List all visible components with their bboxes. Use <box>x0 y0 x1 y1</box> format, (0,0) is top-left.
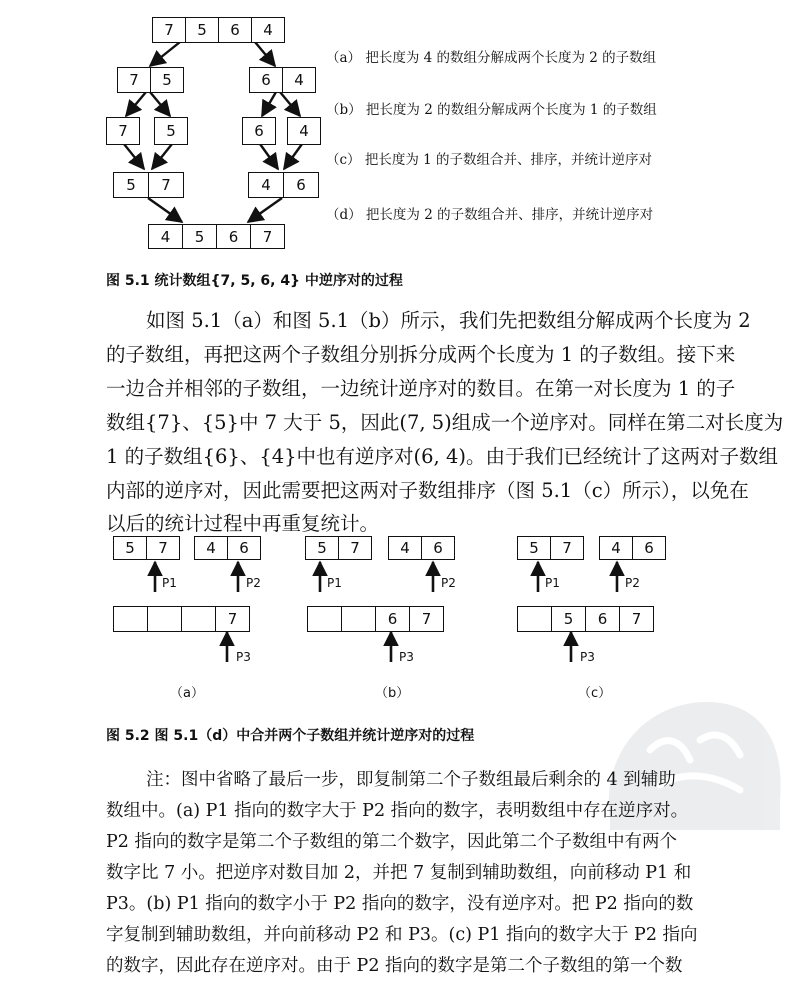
array-cell: 7 <box>146 536 180 560</box>
array-cell: 5 <box>150 67 184 93</box>
note-line: 数组中。(a) P1 指向的数字大于 P2 指向的数字，表明数组中存在逆序对。 <box>106 801 689 821</box>
aux-cell <box>147 606 182 632</box>
array-cell: 6 <box>421 536 455 560</box>
panel-label: （b） <box>375 686 410 701</box>
paragraph-line: 一边合并相邻的子数组，一边统计逆序对的数目。在第一对长度为 1 的子 <box>106 377 736 400</box>
array-cell: 7 <box>117 67 151 93</box>
note-line: 注：图中省略了最后一步，即复制第二个子数组最后剩余的 4 到辅助 <box>146 770 676 790</box>
paragraph-line: 的子数组，再把这两个子数组分别拆分成两个长度为 1 的子数组。接下来 <box>106 343 736 366</box>
aux-cell: 7 <box>409 606 444 632</box>
array-cell: 4 <box>388 536 422 560</box>
aux-cell: 7 <box>215 606 250 632</box>
paragraph-line: 如图 5.1（a）和图 5.1（b）所示，我们先把数组分解成两个长度为 2 <box>146 309 751 332</box>
aux-cell <box>341 606 376 632</box>
panel-label: （c） <box>578 686 612 701</box>
array-cell: 7 <box>550 536 584 560</box>
pointer-label-p3: P3 <box>399 650 414 664</box>
figure-5-2-caption: 图 5.2 图 5.1（d）中合并两个子数组并统计逆序对的过程 <box>106 728 475 744</box>
pointer-label-p3: P3 <box>580 650 595 664</box>
step-caption-a: （a） 把长度为 4 的数组分解成两个长度为 2 的子数组 <box>326 50 657 66</box>
aux-cell: 5 <box>551 606 586 632</box>
note-line: 的数字，因此存在逆序对。由于 P2 指向的数字是第二个子数组的第一个数 <box>106 956 683 976</box>
aux-cell <box>307 606 342 632</box>
array-cell: 6 <box>249 67 283 93</box>
array-cell: 6 <box>283 172 319 198</box>
array-cell: 4 <box>148 224 183 249</box>
aux-cell <box>113 606 148 632</box>
aux-cell: 6 <box>375 606 410 632</box>
paragraph-line: 1 的子数组{6}、{4}中也有逆序对(6, 4)。由于我们已经统计了这两对子数组 <box>106 445 778 468</box>
step-caption-d: （d） 把长度为 2 的子数组合并、排序，并统计逆序对 <box>326 207 654 223</box>
array-cell: 7 <box>148 172 184 198</box>
array-cell: 4 <box>248 172 284 198</box>
array-cell: 5 <box>113 172 149 198</box>
aux-cell: 6 <box>585 606 620 632</box>
aux-cell: 7 <box>619 606 654 632</box>
pointer-label-p1: P1 <box>545 576 560 590</box>
array-cell: 5 <box>113 536 147 560</box>
array-cell: 4 <box>282 67 316 93</box>
array-cell: 6 <box>216 224 251 249</box>
paragraph-line: 内部的逆序对，因此需要把这两对子数组排序（图 5.1（c）所示），以免在 <box>106 479 749 502</box>
panel-label: （a） <box>170 686 204 701</box>
array-cell: 7 <box>106 117 140 145</box>
aux-cell <box>517 606 552 632</box>
pointer-label-p2: P2 <box>246 576 261 590</box>
note-line: 字复制到辅助数组，并向前移动 P2 和 P3。(c) P1 指向的数字大于 P2 指向 <box>106 925 698 945</box>
note-line: P3。(b) P1 指向的数字小于 P2 指向的数字，没有逆序对。把 P2 指向的数 <box>106 894 694 914</box>
paragraph-line: 以后的统计过程中再重复统计。 <box>106 512 380 535</box>
array-cell: 5 <box>154 117 188 145</box>
array-cell: 4 <box>194 536 228 560</box>
array-cell: 5 <box>517 536 551 560</box>
array-cell: 6 <box>227 536 261 560</box>
array-cell: 4 <box>287 117 321 145</box>
array-cell: 5 <box>182 224 217 249</box>
array-cell: 5 <box>185 17 219 43</box>
array-cell: 7 <box>338 536 372 560</box>
step-caption-c: （c） 把长度为 1 的子数组合并、排序，并统计逆序对 <box>326 152 653 168</box>
pointer-label-p1: P1 <box>162 576 177 590</box>
array-cell: 5 <box>305 536 339 560</box>
pointer-label-p3: P3 <box>236 650 251 664</box>
array-cell: 7 <box>250 224 285 249</box>
array-cell: 6 <box>632 536 666 560</box>
aux-cell <box>181 606 216 632</box>
note-line: P2 指向的数字是第二个子数组的第二个数字，因此第二个子数组中有两个 <box>106 832 677 852</box>
array-cell: 6 <box>218 17 252 43</box>
array-cell: 6 <box>242 117 276 145</box>
pointer-label-p2: P2 <box>625 576 640 590</box>
array-cell: 7 <box>152 17 186 43</box>
pointer-label-p1: P1 <box>327 576 342 590</box>
step-caption-b: （b） 把长度为 2 的数组分解成两个长度为 1 的子数组 <box>326 102 657 118</box>
array-cell: 4 <box>251 17 285 43</box>
paragraph-line: 数组{7}、{5}中 7 大于 5，因此(7, 5)组成一个逆序对。同样在第二对长度为 <box>106 411 784 434</box>
figure-5-1-caption: 图 5.1 统计数组{7, 5, 6, 4} 中逆序对的过程 <box>106 273 403 289</box>
note-line: 数字比 7 小。把逆序对数目加 2，并把 7 复制到辅助数组，向前移动 P1 和 <box>106 863 692 883</box>
pointer-label-p2: P2 <box>441 576 456 590</box>
array-cell: 4 <box>599 536 633 560</box>
